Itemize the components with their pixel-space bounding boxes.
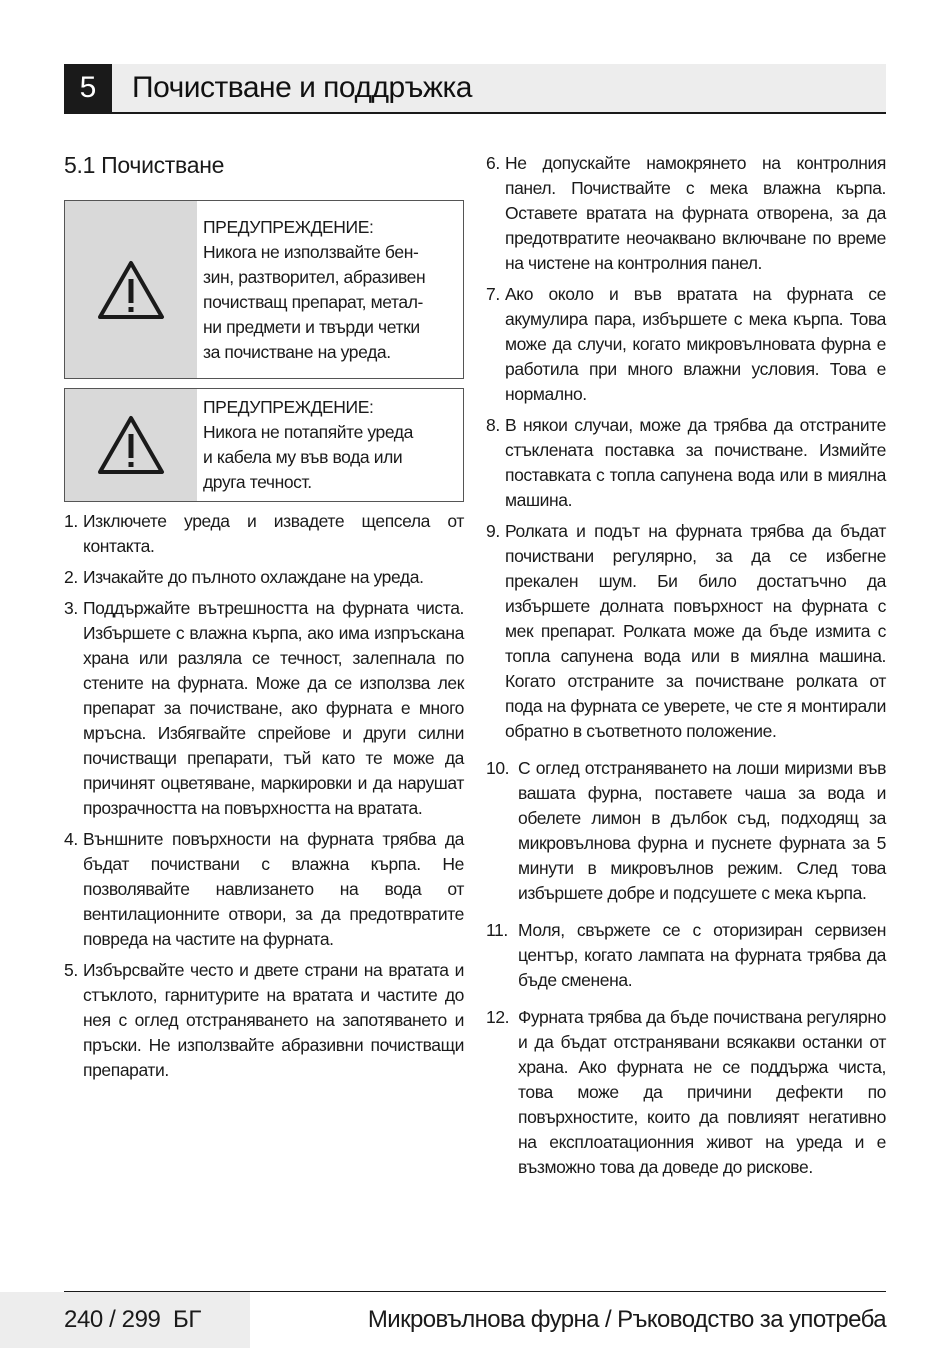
- item-text: С оглед отстраняването на лоши миризми във вашата фурна, поставете чаша за вода и обелете лимон в дълбок съд, подходящ за микровълнова фурна и пуснете фурната за 5 минути в микровълнов режим. След това избършете добре и подсушете с мека кърпа.: [518, 758, 886, 903]
- item-number: 10.: [486, 758, 510, 778]
- warning-line: и кабела му във вода или: [203, 447, 403, 467]
- item-number: 6.: [486, 153, 500, 173]
- warning-triangle-icon: [97, 260, 165, 320]
- warning-triangle-icon: [97, 415, 165, 475]
- warning-line: друга течност.: [203, 472, 312, 492]
- list-item: [486, 151, 886, 276]
- item-text: В някои случаи, може да трябва да отстраните стъклената поставка за почистване. Измийте поставката с топла сапунена вода или в миялна машина.: [505, 415, 886, 510]
- item-number: 8.: [486, 415, 500, 435]
- item-text: Моля, свържете се с оторизиран сервизен център, когато лампата на фурната трябва да бъде сменена.: [518, 920, 886, 990]
- warning-line: зин, разтворител, абразивен: [203, 267, 426, 287]
- warning-line: за почистване на уреда.: [203, 342, 391, 362]
- warning-title: ПРЕДУПРЕЖДЕНИЕ:: [203, 217, 374, 237]
- warning-line: Никога не използвайте бен-: [203, 242, 419, 262]
- item-number: 3.: [64, 598, 78, 618]
- section-title: 5.1 Почистване: [64, 152, 225, 178]
- item-number: 7.: [486, 284, 500, 304]
- list-item: [486, 1005, 886, 1180]
- item-text: Фурната трябва да бъде почиствана регулярно и да бъдат отстранявани всякакви останки от храна. Ако фурната не се поддържа чиста, това може да причини дефекти по повърхностите, които да повлияят негативно на експлоатационния живот на уреда и е възможно това да доведе до рискове.: [518, 1007, 886, 1177]
- warning-text: [203, 215, 457, 365]
- warning-line: почистващ препарат, метал-: [203, 292, 423, 312]
- document-title: Микровълнова фурна / Ръководство за употреба: [367, 1306, 886, 1333]
- chapter-number: 5: [64, 64, 112, 112]
- warning-text: [203, 395, 457, 495]
- chapter-header: [64, 64, 886, 114]
- item-number: 11.: [486, 920, 508, 940]
- list-item: [64, 596, 464, 821]
- cleaning-list-left: [64, 509, 464, 1089]
- warning-box-1: [64, 200, 464, 379]
- list-item: [64, 509, 464, 559]
- item-number: 1.: [64, 511, 78, 531]
- item-number: 12.: [486, 1007, 510, 1027]
- list-item: [486, 413, 886, 513]
- item-text: Външните повърхности на фурната трябва да бъдат почиствани с влажна кърпа. Не позволявайте навлизането на вода от вентилационните отвори, за да предотвратите повреда на частите на фурната.: [83, 829, 464, 949]
- warning-title: ПРЕДУПРЕЖДЕНИЕ:: [203, 397, 374, 417]
- item-text: Не допускайте намокрянето на контролния панел. Почиствайте с мека влажна кърпа. Оставете вратата на фурната отворена, за да предотвратите неочаквано включване по време на чистене на контролния панел.: [505, 153, 886, 273]
- warning-box-2: [64, 388, 464, 502]
- list-item: [486, 756, 886, 906]
- cleaning-list-right: [486, 151, 886, 1192]
- item-number: 2.: [64, 567, 78, 587]
- list-item: [64, 827, 464, 952]
- list-item: [64, 565, 464, 590]
- page-number: 240 / 299 БГ: [64, 1306, 201, 1333]
- list-item: [486, 519, 886, 744]
- item-text: Ако около и във вратата на фурната се акумулира пара, избършете с мека кърпа. Това може да случи, когато микровълновата фурна е работила при много влажни условия. Това е нормално.: [505, 284, 886, 404]
- warning-icon-cell: [65, 389, 197, 501]
- list-item: [486, 282, 886, 407]
- item-text: Избърсвайте често и двете страни на вратата и стъклото, гарнитурите на вратата и частите до нея с оглед отстраняването на запотяването и пръски. Не използвайте абразивни почистващи препарати.: [83, 960, 464, 1080]
- item-text: Изчакайте до пълното охлаждане на уреда.: [83, 567, 424, 587]
- item-text: Поддържайте вътрешността на фурната чиста. Избършете с влажна кърпа, ако има изпръскана храна или разляла се течност, залепнала по стените на фурната. Може да се използва лек препарат за почистване, ако фурната е много мръсна. Избягвайте спрейове и други силни почистващи препарати, тъй като те може да причинят оцветяване, маркировки и да нарушат прозрачността на повърхността на вратата.: [83, 598, 464, 818]
- list-item: [486, 918, 886, 993]
- warning-line: ни предмети и твърди четки: [203, 317, 420, 337]
- item-number: 4.: [64, 829, 78, 849]
- item-number: 9.: [486, 521, 500, 541]
- warning-icon-cell: [65, 201, 197, 378]
- item-text: Ролката и подът на фурната трябва да бъдат почиствани регулярно, за да се избегне прекален шум. Би било достатъчно да избършете долната повърхност на фурната с мек препарат. Ролката може да бъде измита с топла сапунена вода или в миялна машина. Когато отстраните за почистване ролката от пода на фурната се уверете, че сте я монтирали обратно в съответното положение.: [505, 521, 886, 741]
- chapter-title: Почистване и поддръжка: [132, 71, 472, 104]
- item-number: 5.: [64, 960, 78, 980]
- list-item: [64, 958, 464, 1083]
- item-text: Изключете уреда и извадете щепсела от контакта.: [83, 511, 464, 556]
- warning-line: Никога не потапяйте уреда: [203, 422, 413, 442]
